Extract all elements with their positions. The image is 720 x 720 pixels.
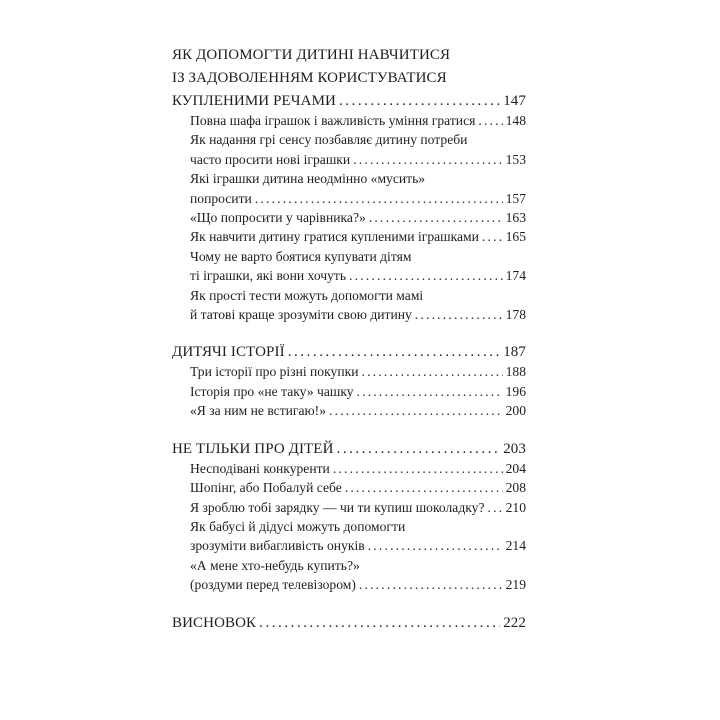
entry-title: ІЗ ЗАДОВОЛЕННЯМ КОРИСТУВАТИСЯ xyxy=(172,70,447,86)
dot-leader xyxy=(288,341,501,364)
toc-line xyxy=(190,401,526,420)
toc-line xyxy=(190,111,526,130)
toc-line xyxy=(190,150,526,169)
page-number: 165 xyxy=(505,229,526,245)
toc-entry[interactable] xyxy=(172,556,526,595)
page-number: 210 xyxy=(505,499,526,515)
toc-line xyxy=(190,536,526,555)
entry-title: «Я за ним не встигаю!» xyxy=(190,403,326,419)
toc-entry[interactable] xyxy=(172,169,526,208)
entry-title: (роздуми перед телевізором) xyxy=(190,577,356,593)
page-number: 200 xyxy=(505,403,526,419)
page-number: 203 xyxy=(503,440,526,457)
toc-entry[interactable] xyxy=(172,362,526,381)
toc-line xyxy=(190,169,526,188)
toc-line xyxy=(190,362,526,381)
dot-leader xyxy=(415,305,503,324)
toc-line xyxy=(190,459,526,478)
toc-line xyxy=(190,305,526,324)
toc-line xyxy=(190,247,526,266)
entry-title: ДИТЯЧІ ІСТОРІЇ xyxy=(172,344,285,361)
toc-section xyxy=(172,612,526,635)
toc-line xyxy=(190,227,526,246)
entry-title: ЯК ДОПОМОГТИ ДИТИНІ НАВЧИТИСЯ xyxy=(172,47,451,63)
toc-entry[interactable] xyxy=(172,111,526,130)
toc-entry[interactable] xyxy=(172,286,526,325)
toc-section xyxy=(172,44,526,324)
section-items xyxy=(172,459,526,595)
page-number: 188 xyxy=(505,364,526,380)
entry-title: Повна шафа іграшок і важливість уміння гратися xyxy=(190,113,476,128)
section-heading[interactable] xyxy=(172,438,526,461)
entry-title: ті іграшки, які вони хочуть xyxy=(190,268,347,284)
toc-line xyxy=(190,478,526,497)
toc-entry[interactable] xyxy=(172,130,526,169)
page-number: 178 xyxy=(505,307,526,323)
page-number: 163 xyxy=(505,210,526,226)
entry-title: «Що попросити у чарівника?» xyxy=(190,210,366,226)
section-heading[interactable] xyxy=(172,341,526,364)
dot-leader xyxy=(255,189,503,208)
page-number: 222 xyxy=(503,614,526,631)
entry-title: Я зроблю тобі зарядку — чи ти купиш шоколадку? xyxy=(190,499,485,515)
entry-title: НЕ ТІЛЬКИ ПРО ДІТЕЙ xyxy=(172,440,334,457)
dot-leader xyxy=(333,459,503,478)
entry-title: Які іграшки дитина неодмінно «мусить» xyxy=(190,171,426,187)
page-number: 196 xyxy=(505,383,526,399)
entry-title: Як бабусі й дідусі можуть допомогти xyxy=(190,518,406,534)
toc-line xyxy=(172,612,526,635)
toc-line xyxy=(190,266,526,285)
entry-title: Як прості тести можуть допомогти мамі xyxy=(190,287,424,303)
toc-line xyxy=(190,286,526,305)
toc-line xyxy=(190,498,526,517)
page-number: 204 xyxy=(505,460,526,476)
toc-entry[interactable] xyxy=(172,498,526,517)
toc-line xyxy=(190,208,526,227)
section-heading[interactable] xyxy=(172,44,526,113)
entry-title: «А мене хто-небудь купить?» xyxy=(190,557,360,573)
dot-leader xyxy=(478,111,502,130)
toc-line xyxy=(172,90,526,113)
section-items xyxy=(172,111,526,324)
dot-leader xyxy=(368,536,503,555)
toc-line xyxy=(172,438,526,461)
page-number: 174 xyxy=(505,268,526,284)
toc-line xyxy=(190,575,526,594)
entry-title: зрозуміти вибагливість онуків xyxy=(190,538,365,554)
page-number: 208 xyxy=(505,480,526,496)
entry-title: Три історії про різні покупки xyxy=(190,364,359,380)
toc-line xyxy=(172,67,526,90)
dot-leader xyxy=(361,362,502,381)
page-number: 219 xyxy=(505,577,526,593)
section-items xyxy=(172,362,526,420)
toc-entry[interactable] xyxy=(172,459,526,478)
toc-line xyxy=(190,189,526,208)
toc-entry[interactable] xyxy=(172,208,526,227)
dot-leader xyxy=(482,227,503,246)
toc-line xyxy=(190,382,526,401)
dot-leader xyxy=(345,478,503,497)
toc-section xyxy=(172,341,526,420)
toc-entry[interactable] xyxy=(172,478,526,497)
page-number: 214 xyxy=(505,538,526,554)
page-number: 148 xyxy=(505,113,526,128)
dot-leader xyxy=(359,575,503,594)
toc-entry[interactable] xyxy=(172,227,526,246)
dot-leader xyxy=(357,382,503,401)
toc-line xyxy=(172,44,526,67)
dot-leader xyxy=(259,612,500,635)
toc-entry[interactable] xyxy=(172,247,526,286)
page-number: 187 xyxy=(503,344,526,361)
entry-title: ВИСНОВОК xyxy=(172,614,257,631)
toc-entry[interactable] xyxy=(172,517,526,556)
entry-title: попросити xyxy=(190,190,252,206)
dot-leader xyxy=(369,208,503,227)
entry-title: Чому не варто боятися купувати дітям xyxy=(190,248,412,264)
dot-leader xyxy=(337,438,501,461)
entry-title: Історія про «не таку» чашку xyxy=(190,383,354,399)
table-of-contents xyxy=(172,44,526,650)
toc-line xyxy=(190,517,526,536)
entry-title: Як навчити дитину гратися купленими іграшками xyxy=(190,229,479,245)
dot-leader xyxy=(353,150,502,169)
page-number: 147 xyxy=(503,93,526,109)
entry-title: й татові краще зрозуміти свою дитину xyxy=(190,307,412,323)
toc-entry[interactable] xyxy=(172,382,526,401)
dot-leader xyxy=(487,498,502,517)
toc-line xyxy=(190,130,526,149)
entry-title: КУПЛЕНИМИ РЕЧАМИ xyxy=(172,93,336,109)
entry-title: часто просити нові іграшки xyxy=(190,151,351,167)
page-number: 157 xyxy=(505,190,526,206)
entry-title: Несподівані конкуренти xyxy=(190,460,330,476)
section-heading[interactable] xyxy=(172,612,526,635)
toc-line xyxy=(172,341,526,364)
entry-title: Шопінг, або Побалуй себе xyxy=(190,480,342,496)
toc-line xyxy=(190,556,526,575)
toc-section xyxy=(172,438,526,595)
dot-leader xyxy=(339,90,500,113)
toc-entry[interactable] xyxy=(172,401,526,420)
dot-leader xyxy=(349,266,503,285)
entry-title: Як надання грі сенсу позбавляє дитину потреби xyxy=(190,132,468,148)
page-number: 153 xyxy=(505,151,526,167)
dot-leader xyxy=(329,401,503,420)
